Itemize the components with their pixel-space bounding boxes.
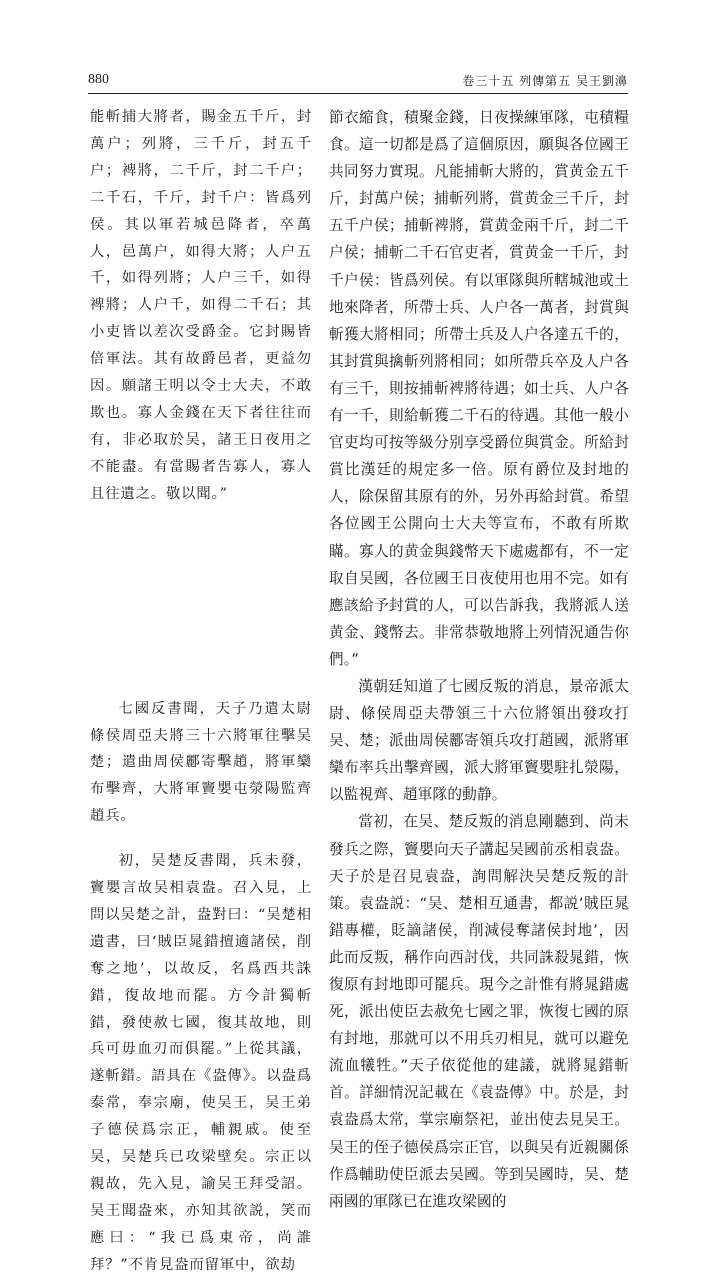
left-paragraph-3: 初，吴楚反書聞，兵未發，竇嬰言故吴相袁盎。召入見，上問以吴楚之計，盎對曰：“吴楚相遺書，曰‘賊臣晁錯擅適諸侯，削奪之地’，以故反，名爲西共誅錯，復故地而罷。方今計獨斬錯，發使赦七國，復其故地，則兵可毋血刃而俱罷。”上從其議，遂斬錯。語具在《盎傳》。以盎爲泰常，奉宗廟，使吴王，吴王弟子德侯爲宗正，輔親戚。使至吴，吴楚兵已攻梁壁矣。宗正以親故，先入見，諭吴王拜受詔。吴王聞盎來，亦知其欲説，笑而應曰：“我已爲東帝，尚誰拜？”不肯見盎而留軍中，欲劫: [90, 853, 312, 1273]
right-paragraph-1: 節衣縮食，積聚金錢，日夜操練軍隊，屯積糧食。這一切都是爲了這個原因，願與各位國王共同努力實現。凡能捕斬大將的，賞黄金五千斤，封萬户侯；捕斬列將，賞黄金三千斤，封五千户侯；捕斬裨將，賞黄金兩千斤，封二千户侯；捕斬二千石官吏者，賞黄金一千斤，封千户侯：皆爲列侯。有以軍隊與所轄城池或土地來降者，所帶士兵、人户各一萬者，封賞與斬獲大將相同；所帶士兵及人户各達五千的，其封賞與擒斬列將相同；如所帶兵卒及人户各有三千，則按捕斬裨將待遇；如士兵、人户各有一千，則給斬獲二千石的待遇。其他一般小官吏均可按等級分别享受爵位與賞金。所給封賞比漢廷的規定多一倍。原有爵位及封地的人，除保留其原有的外，另外再給封賞。希望各位國王公開向士大夫等宣布，不敢有所欺瞞。寡人的黄金與錢幣天下處處都有，不一定取自吴國，各位國王日夜使用也用不完。如有應該給予封賞的人，可以告訴我，我將派人送黄金、錢幣去。非常恭敬地將上列情況通告你們。”: [329, 109, 629, 668]
right-paragraph-3: 當初，在吴、楚反叛的消息剛聽到、尚未發兵之際，竇嬰向天子講起吴國前丞相袁盎。天子於是召見袁盎，詢問解決吴楚反叛的計策。袁盎説：“吴、楚相互通書，都説‘賊臣晁錯專權，貶謫諸侯，削減侵奪諸侯封地’，因此而反叛，稱作向西討伐，共同誅殺晁錯，恢復原有封地即可罷兵。現今之計惟有將晁錯處死，派出使臣去赦免七國之罪，恢復七國的原有封地，那就可以不用兵刃相見，就可以避免流血犧牲。”天子依從他的建議，就將晁錯斬首。詳細情況記載在《袁盎傳》中。於是，封袁盎爲太常，掌宗廟祭祀，並出使去見吴王。吴王的侄子德侯爲宗正官，以與吴有近親關係作爲輔助使臣派去吴國。等到吴國時，吴、楚兩國的軍隊已在進攻梁國的: [329, 813, 629, 1210]
page-number: 880: [88, 72, 109, 87]
running-head: 卷三十五 列傳第五 吴王劉濞: [462, 74, 628, 88]
header-rule: [88, 93, 628, 94]
right-column-translation: [329, 104, 629, 1215]
left-paragraph-1: 能斬捕大將者，賜金五千斤，封萬户；列將，三千斤，封五千户；裨將，二千斤，封二千户；二千石，千斤，封千户：皆爲列侯。其以軍若城邑降者，卒萬人，邑萬户，如得大將；人户五千，如得列將；人户三千，如得裨將；人户千，如得二千石；其小吏皆以差次受爵金。它封賜皆倍軍法。其有故爵邑者，更益勿因。願諸王明以令士大夫，不敢欺也。寡人金錢在天下者往往而有，非必取於吴，諸王日夜用之不能盡。有當賜者告寡人，寡人且往遺之。敬以聞。”: [90, 109, 312, 502]
page-header: [88, 72, 628, 94]
right-paragraph-2: 漢朝廷知道了七國反叛的消息，景帝派太尉、條侯周亞夫帶領三十六位將領出發攻打吴、楚；派曲周侯酈寄領兵攻打趙國，派將軍欒布率兵出擊齊國，派大將軍竇嬰駐扎滎陽，以監視齊、趙軍隊的動静。: [329, 677, 629, 804]
left-column-classical-text: [90, 104, 312, 1279]
left-paragraph-2: 七國反書聞，天子乃遣太尉條侯周亞夫將三十六將軍往擊吴楚；遣曲周侯酈寄擊趙，將軍欒布擊齊，大將軍竇嬰屯滎陽監齊趙兵。: [90, 700, 312, 825]
